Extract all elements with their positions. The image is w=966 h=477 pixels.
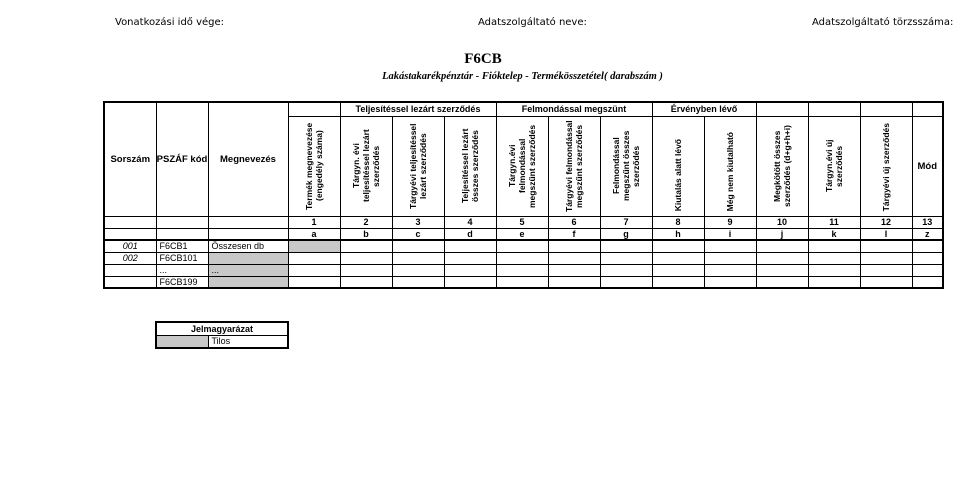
col-letter: c	[392, 228, 444, 240]
table-row	[104, 264, 943, 276]
pszaf-header-text: PSZÁF kód	[156, 153, 208, 165]
col-number: 4	[444, 216, 496, 228]
data-cell[interactable]	[704, 252, 756, 264]
data-cell[interactable]	[444, 240, 496, 252]
data-cell[interactable]	[912, 264, 943, 276]
data-cell[interactable]	[704, 264, 756, 276]
data-cell[interactable]	[860, 276, 912, 288]
row-serial: 001	[104, 240, 156, 252]
group-header-empty	[756, 102, 808, 116]
group-header-ervenyben: Érvényben lévő	[652, 102, 756, 116]
row-pszaf-code: ...	[156, 264, 208, 276]
data-cell[interactable]	[288, 264, 340, 276]
legend-forbidden-label: Tilos	[208, 335, 288, 348]
form-subtitle: Lakástakarékpénztár - Fióktelep - Termékösszetétel( darabszám )	[382, 71, 663, 82]
col-header-label: Felmondással megszűnt összes szerződés	[611, 130, 641, 201]
data-cell[interactable]	[392, 240, 444, 252]
col-header-megnevezes: Megnevezés	[208, 102, 288, 216]
col-header-8	[652, 116, 704, 216]
col-number: 12	[860, 216, 912, 228]
col-header-2	[340, 116, 392, 216]
row-name: ...	[208, 264, 288, 276]
data-cell[interactable]	[600, 252, 652, 264]
col-header-label: Tárgyn.évi felmondással megszűnt szerződés	[507, 123, 537, 208]
letter-spacer	[156, 228, 208, 240]
col-header-label: Kiutalás alatt lévő	[673, 139, 684, 212]
data-cell[interactable]	[444, 276, 496, 288]
col-letter: j	[756, 228, 808, 240]
row-serial: 002	[104, 252, 156, 264]
col-number: 10	[756, 216, 808, 228]
data-cell[interactable]	[600, 264, 652, 276]
data-cell[interactable]	[912, 240, 943, 252]
col-header-9	[704, 116, 756, 216]
num-spacer	[104, 216, 156, 228]
data-cell[interactable]	[652, 240, 704, 252]
col-number: 6	[548, 216, 600, 228]
col-header-1	[288, 116, 340, 216]
col-number: 2	[340, 216, 392, 228]
col-header-12	[860, 116, 912, 216]
table-row	[104, 276, 943, 288]
col-header-5	[496, 116, 548, 216]
data-cell	[288, 240, 340, 252]
col-header-6	[548, 116, 600, 216]
table-row	[104, 240, 943, 252]
col-header-label: Tárgyévi felmondással megszűnt szerződés	[564, 119, 584, 212]
data-cell[interactable]	[392, 252, 444, 264]
data-cell[interactable]	[756, 276, 808, 288]
legend-forbidden-swatch	[156, 335, 208, 348]
col-letter: l	[860, 228, 912, 240]
data-cell[interactable]	[704, 276, 756, 288]
letter-spacer	[104, 228, 156, 240]
group-header-teljesitessel: Teljesítéssel lezárt szerződés	[340, 102, 496, 116]
report-table	[103, 101, 944, 289]
col-number: 8	[652, 216, 704, 228]
row-name: Összesen db	[208, 240, 288, 252]
row-pszaf-code: F6CB199	[156, 276, 208, 288]
data-cell[interactable]	[704, 240, 756, 252]
data-cell[interactable]	[600, 240, 652, 252]
table-row	[104, 252, 943, 264]
col-header-label: Teljesítéssel lezárt összes szerződés	[460, 128, 480, 203]
provider-regno-label: Adatszolgáltató törzsszáma:	[812, 17, 954, 28]
col-letter: d	[444, 228, 496, 240]
row-pszaf-code: F6CB101	[156, 252, 208, 264]
col-header-label: Tárgyn.évi új szerződés	[824, 139, 845, 192]
data-cell[interactable]	[600, 276, 652, 288]
row-serial	[104, 264, 156, 276]
data-cell[interactable]	[652, 252, 704, 264]
row-name	[208, 252, 288, 264]
data-cell[interactable]	[340, 276, 392, 288]
col-header-label: Termék megnevezése (engedély száma)	[304, 121, 324, 210]
col-letter: a	[288, 228, 340, 240]
data-cell[interactable]	[444, 252, 496, 264]
col-header-7	[600, 116, 652, 216]
data-cell[interactable]	[912, 276, 943, 288]
data-cell[interactable]	[652, 276, 704, 288]
data-cell[interactable]	[340, 240, 392, 252]
legend-title: Jelmagyarázat	[156, 322, 288, 335]
col-header-label: Tárgyévi új szerződés	[881, 123, 892, 212]
data-cell[interactable]	[808, 240, 860, 252]
data-cell[interactable]	[756, 252, 808, 264]
data-cell[interactable]	[340, 252, 392, 264]
row-pszaf-code: F6CB1	[156, 240, 208, 252]
data-cell[interactable]	[392, 276, 444, 288]
col-letter: k	[808, 228, 860, 240]
data-cell[interactable]	[652, 264, 704, 276]
data-cell[interactable]	[860, 252, 912, 264]
col-letter: e	[496, 228, 548, 240]
col-header-10	[756, 116, 808, 216]
col-header-3	[392, 116, 444, 216]
data-cell[interactable]	[548, 276, 600, 288]
col-letter: g	[600, 228, 652, 240]
group-header-empty	[912, 102, 943, 116]
data-cell[interactable]	[808, 252, 860, 264]
data-cell[interactable]	[288, 276, 340, 288]
col-number: 13	[912, 216, 943, 228]
col-header-label: Tárgyévi teljesítéssel lezárt szerződés	[408, 122, 428, 209]
data-cell[interactable]	[548, 240, 600, 252]
row-serial	[104, 276, 156, 288]
data-cell[interactable]	[496, 252, 548, 264]
data-cell[interactable]	[860, 264, 912, 276]
col-header-sorszam: Sorszám	[104, 102, 156, 216]
col-letter: f	[548, 228, 600, 240]
legend-table	[155, 321, 289, 349]
col-header-label: Mód	[917, 160, 938, 172]
col-letter: i	[704, 228, 756, 240]
col-letter: b	[340, 228, 392, 240]
data-cell[interactable]	[548, 252, 600, 264]
group-header-empty	[288, 102, 340, 116]
period-end-label: Vonatkozási idő vége:	[115, 17, 225, 28]
data-cell[interactable]	[340, 264, 392, 276]
col-number: 3	[392, 216, 444, 228]
data-cell[interactable]	[756, 264, 808, 276]
data-cell[interactable]	[548, 264, 600, 276]
col-letter: z	[912, 228, 943, 240]
col-number: 5	[496, 216, 548, 228]
col-header-13	[912, 116, 943, 216]
col-number: 1	[288, 216, 340, 228]
provider-name-label: Adatszolgáltató neve:	[478, 17, 587, 28]
form-code-title: F6CB	[464, 51, 502, 67]
col-header-label: Tárgyn. évi teljesítéssel lezárt szerződés	[351, 129, 381, 202]
data-cell[interactable]	[912, 252, 943, 264]
data-cell[interactable]	[756, 240, 808, 252]
data-cell[interactable]	[808, 264, 860, 276]
col-header-4	[444, 116, 496, 216]
data-cell[interactable]	[496, 276, 548, 288]
col-number: 9	[704, 216, 756, 228]
col-header-11	[808, 116, 860, 216]
col-number: 7	[600, 216, 652, 228]
col-header-label: Még nem kiutalható	[725, 132, 736, 212]
group-header-empty	[860, 102, 912, 116]
num-spacer	[156, 216, 208, 228]
group-header-felmondassal: Felmondással megszünt	[496, 102, 652, 116]
group-header-empty	[808, 102, 860, 116]
col-letter: h	[652, 228, 704, 240]
data-cell[interactable]	[444, 264, 496, 276]
data-cell[interactable]	[860, 240, 912, 252]
num-spacer	[208, 216, 288, 228]
col-header-pszaf-kod	[156, 102, 208, 216]
data-cell[interactable]	[496, 240, 548, 252]
data-cell[interactable]	[392, 264, 444, 276]
col-header-label: Megkötött összes szerződés (d+g+h+i)	[772, 124, 793, 207]
data-cell[interactable]	[808, 276, 860, 288]
col-number: 11	[808, 216, 860, 228]
data-cell[interactable]	[288, 252, 340, 264]
data-cell[interactable]	[496, 264, 548, 276]
letter-spacer	[208, 228, 288, 240]
row-name	[208, 276, 288, 288]
